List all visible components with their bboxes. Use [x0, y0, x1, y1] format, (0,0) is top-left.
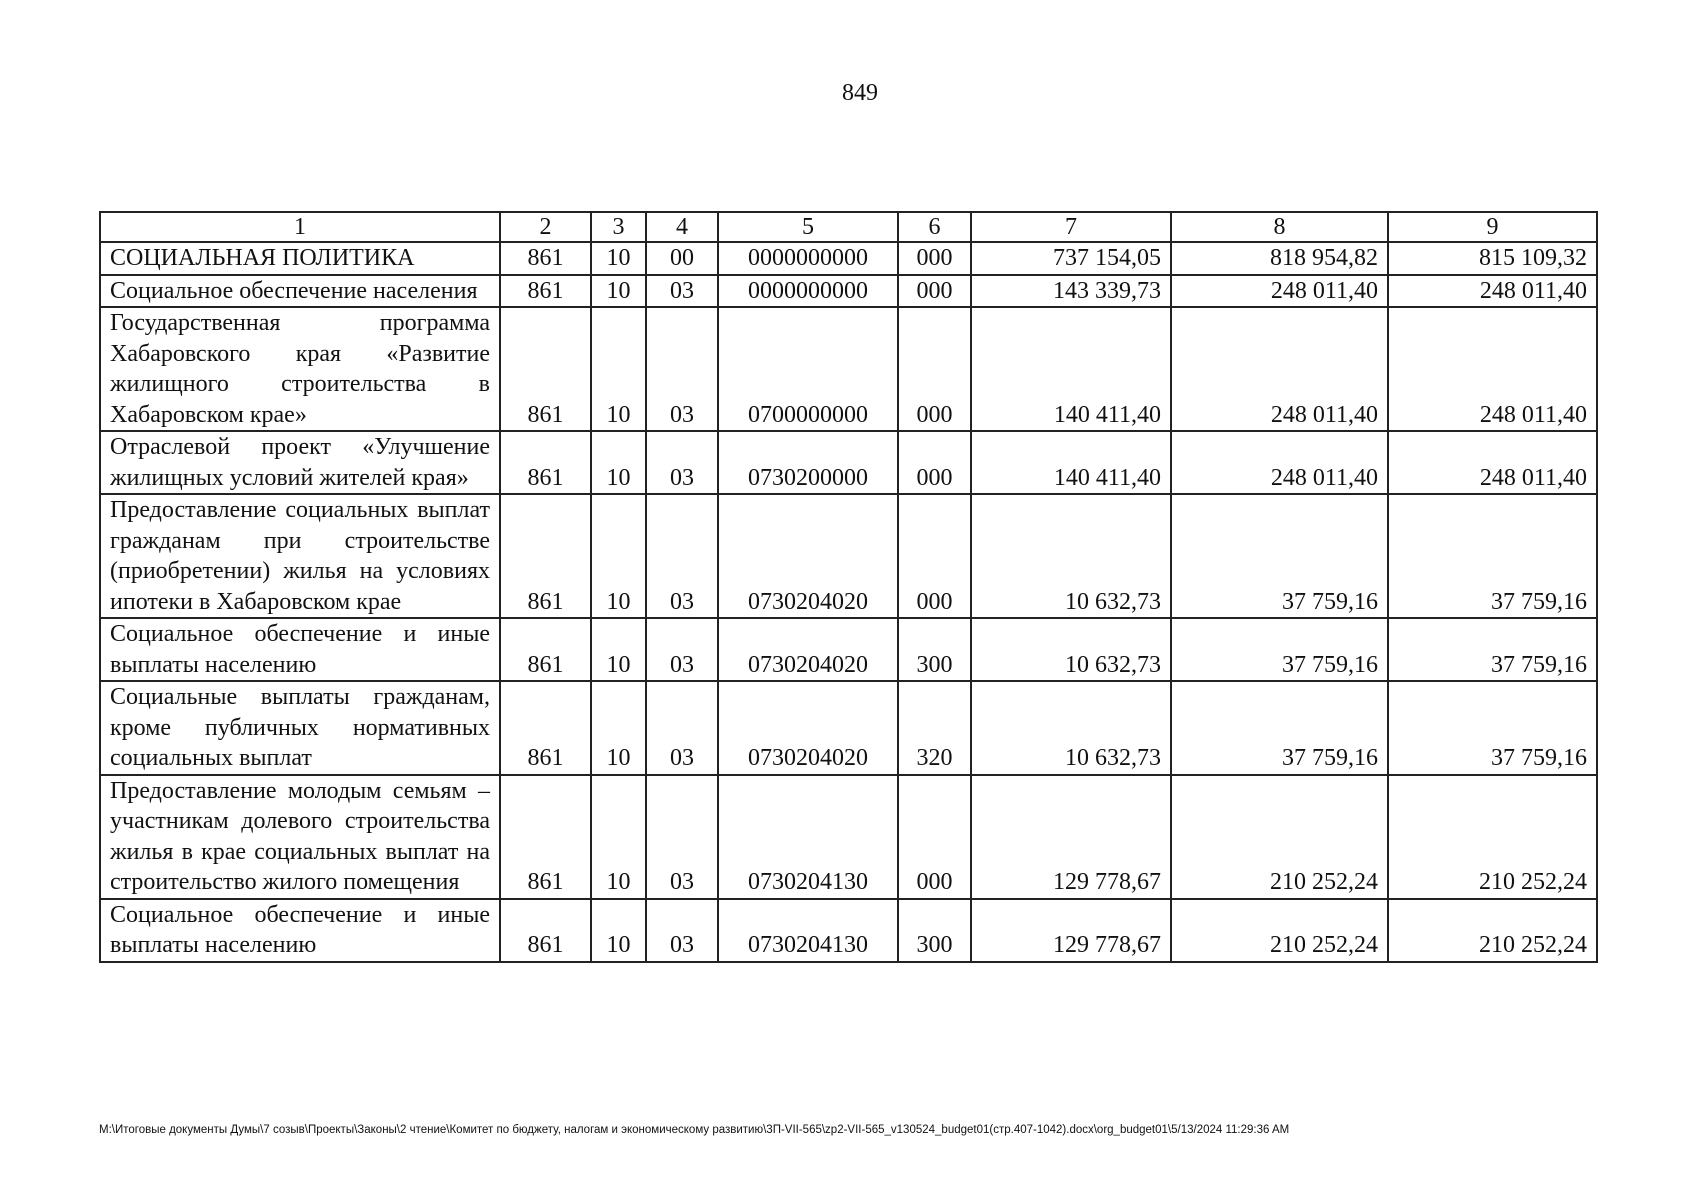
amount-2024-cell: 143 339,73: [971, 275, 1171, 308]
target-article-cell: 0700000000: [718, 307, 898, 431]
section-code-cell: 10: [591, 618, 646, 681]
amount-2024-cell: 10 632,73: [971, 494, 1171, 618]
ministry-code-cell: 861: [500, 899, 591, 962]
expense-name-cell: СОЦИАЛЬНАЯ ПОЛИТИКА: [100, 242, 500, 275]
subsection-code-cell: 00: [646, 242, 718, 275]
table-row: [100, 431, 1597, 494]
amount-2025-cell: 818 954,82: [1171, 242, 1388, 275]
ministry-code-cell: 861: [500, 242, 591, 275]
column-header: 8: [1171, 212, 1388, 242]
amount-2026-cell: 37 759,16: [1388, 618, 1597, 681]
amount-2024-cell: 129 778,67: [971, 775, 1171, 899]
ministry-code-cell: 861: [500, 275, 591, 308]
table-row: [100, 275, 1597, 308]
column-header: 7: [971, 212, 1171, 242]
expense-name-cell: Предоставление социальных выплат гражданам при строительстве (приобретении) жилья на условиях ипотеки в Хабаровском крае: [100, 494, 500, 618]
column-header: 3: [591, 212, 646, 242]
table-body: [100, 242, 1597, 962]
amount-2026-cell: 210 252,24: [1388, 775, 1597, 899]
subsection-code-cell: 03: [646, 307, 718, 431]
amount-2026-cell: 815 109,32: [1388, 242, 1597, 275]
table-row: [100, 242, 1597, 275]
expense-type-cell: 300: [898, 618, 971, 681]
expense-name-cell: Отраслевой проект «Улучшение жилищных условий жителей края»: [100, 431, 500, 494]
ministry-code-cell: 861: [500, 618, 591, 681]
amount-2024-cell: 129 778,67: [971, 899, 1171, 962]
subsection-code-cell: 03: [646, 775, 718, 899]
amount-2025-cell: 210 252,24: [1171, 775, 1388, 899]
expense-type-cell: 320: [898, 681, 971, 775]
amount-2025-cell: 37 759,16: [1171, 494, 1388, 618]
target-article-cell: 0730204020: [718, 494, 898, 618]
page-number: 849: [842, 80, 878, 106]
subsection-code-cell: 03: [646, 275, 718, 308]
expense-type-cell: 000: [898, 494, 971, 618]
section-code-cell: 10: [591, 307, 646, 431]
amount-2024-cell: 140 411,40: [971, 431, 1171, 494]
amount-2024-cell: 10 632,73: [971, 681, 1171, 775]
amount-2026-cell: 37 759,16: [1388, 494, 1597, 618]
footer-file-path: M:\Итоговые документы Думы\7 созыв\Проекты\Законы\2 чтение\Комитет по бюджету, налогам и экономическому развитию\3П-VII-565\zp2-VII-565_v130524_budget01(стр.407-1042).docx\org_budget01\5/13/2024 11:29:36 AM: [99, 1124, 1290, 1136]
target-article-cell: 0730204020: [718, 681, 898, 775]
amount-2024-cell: 737 154,05: [971, 242, 1171, 275]
section-code-cell: 10: [591, 242, 646, 275]
column-header: 6: [898, 212, 971, 242]
target-article-cell: 0730204130: [718, 899, 898, 962]
expense-type-cell: 000: [898, 775, 971, 899]
amount-2025-cell: 37 759,16: [1171, 618, 1388, 681]
section-code-cell: 10: [591, 775, 646, 899]
budget-table: [99, 211, 1598, 963]
table-row: [100, 307, 1597, 431]
subsection-code-cell: 03: [646, 618, 718, 681]
expense-type-cell: 000: [898, 275, 971, 308]
expense-name-cell: Социальные выплаты гражданам, кроме публичных нормативных социальных выплат: [100, 681, 500, 775]
table-header-row: [100, 212, 1597, 242]
expense-name-cell: Предоставление молодым семьям – участникам долевого строительства жилья в крае социальных выплат на строительство жилого помещения: [100, 775, 500, 899]
ministry-code-cell: 861: [500, 681, 591, 775]
expense-type-cell: 000: [898, 242, 971, 275]
section-code-cell: 10: [591, 899, 646, 962]
expense-name-cell: Социальное обеспечение и иные выплаты населению: [100, 899, 500, 962]
expense-name-cell: Социальное обеспечение населения: [100, 275, 500, 308]
target-article-cell: 0730204020: [718, 618, 898, 681]
subsection-code-cell: 03: [646, 899, 718, 962]
ministry-code-cell: 861: [500, 494, 591, 618]
amount-2024-cell: 140 411,40: [971, 307, 1171, 431]
ministry-code-cell: 861: [500, 431, 591, 494]
ministry-code-cell: 861: [500, 307, 591, 431]
amount-2026-cell: 248 011,40: [1388, 431, 1597, 494]
section-code-cell: 10: [591, 494, 646, 618]
column-header: 9: [1388, 212, 1597, 242]
section-code-cell: 10: [591, 681, 646, 775]
table-row: [100, 494, 1597, 618]
target-article-cell: 0730200000: [718, 431, 898, 494]
table-row: [100, 775, 1597, 899]
amount-2025-cell: 37 759,16: [1171, 681, 1388, 775]
table-row: [100, 618, 1597, 681]
section-code-cell: 10: [591, 275, 646, 308]
amount-2026-cell: 210 252,24: [1388, 899, 1597, 962]
amount-2026-cell: 248 011,40: [1388, 275, 1597, 308]
expense-type-cell: 000: [898, 307, 971, 431]
expense-name-cell: Социальное обеспечение и иные выплаты населению: [100, 618, 500, 681]
section-code-cell: 10: [591, 431, 646, 494]
column-header: 5: [718, 212, 898, 242]
amount-2026-cell: 248 011,40: [1388, 307, 1597, 431]
amount-2026-cell: 37 759,16: [1388, 681, 1597, 775]
expense-type-cell: 000: [898, 431, 971, 494]
amount-2025-cell: 248 011,40: [1171, 307, 1388, 431]
subsection-code-cell: 03: [646, 431, 718, 494]
target-article-cell: 0000000000: [718, 275, 898, 308]
column-header: 1: [100, 212, 500, 242]
ministry-code-cell: 861: [500, 775, 591, 899]
table-row: [100, 681, 1597, 775]
amount-2025-cell: 248 011,40: [1171, 431, 1388, 494]
amount-2025-cell: 248 011,40: [1171, 275, 1388, 308]
column-header: 2: [500, 212, 591, 242]
expense-name-cell: Государственная программа Хабаровского края «Развитие жилищного строительства в Хабаровском крае»: [100, 307, 500, 431]
target-article-cell: 0730204130: [718, 775, 898, 899]
amount-2025-cell: 210 252,24: [1171, 899, 1388, 962]
column-header: 4: [646, 212, 718, 242]
target-article-cell: 0000000000: [718, 242, 898, 275]
amount-2024-cell: 10 632,73: [971, 618, 1171, 681]
subsection-code-cell: 03: [646, 681, 718, 775]
table-row: [100, 899, 1597, 962]
subsection-code-cell: 03: [646, 494, 718, 618]
expense-type-cell: 300: [898, 899, 971, 962]
